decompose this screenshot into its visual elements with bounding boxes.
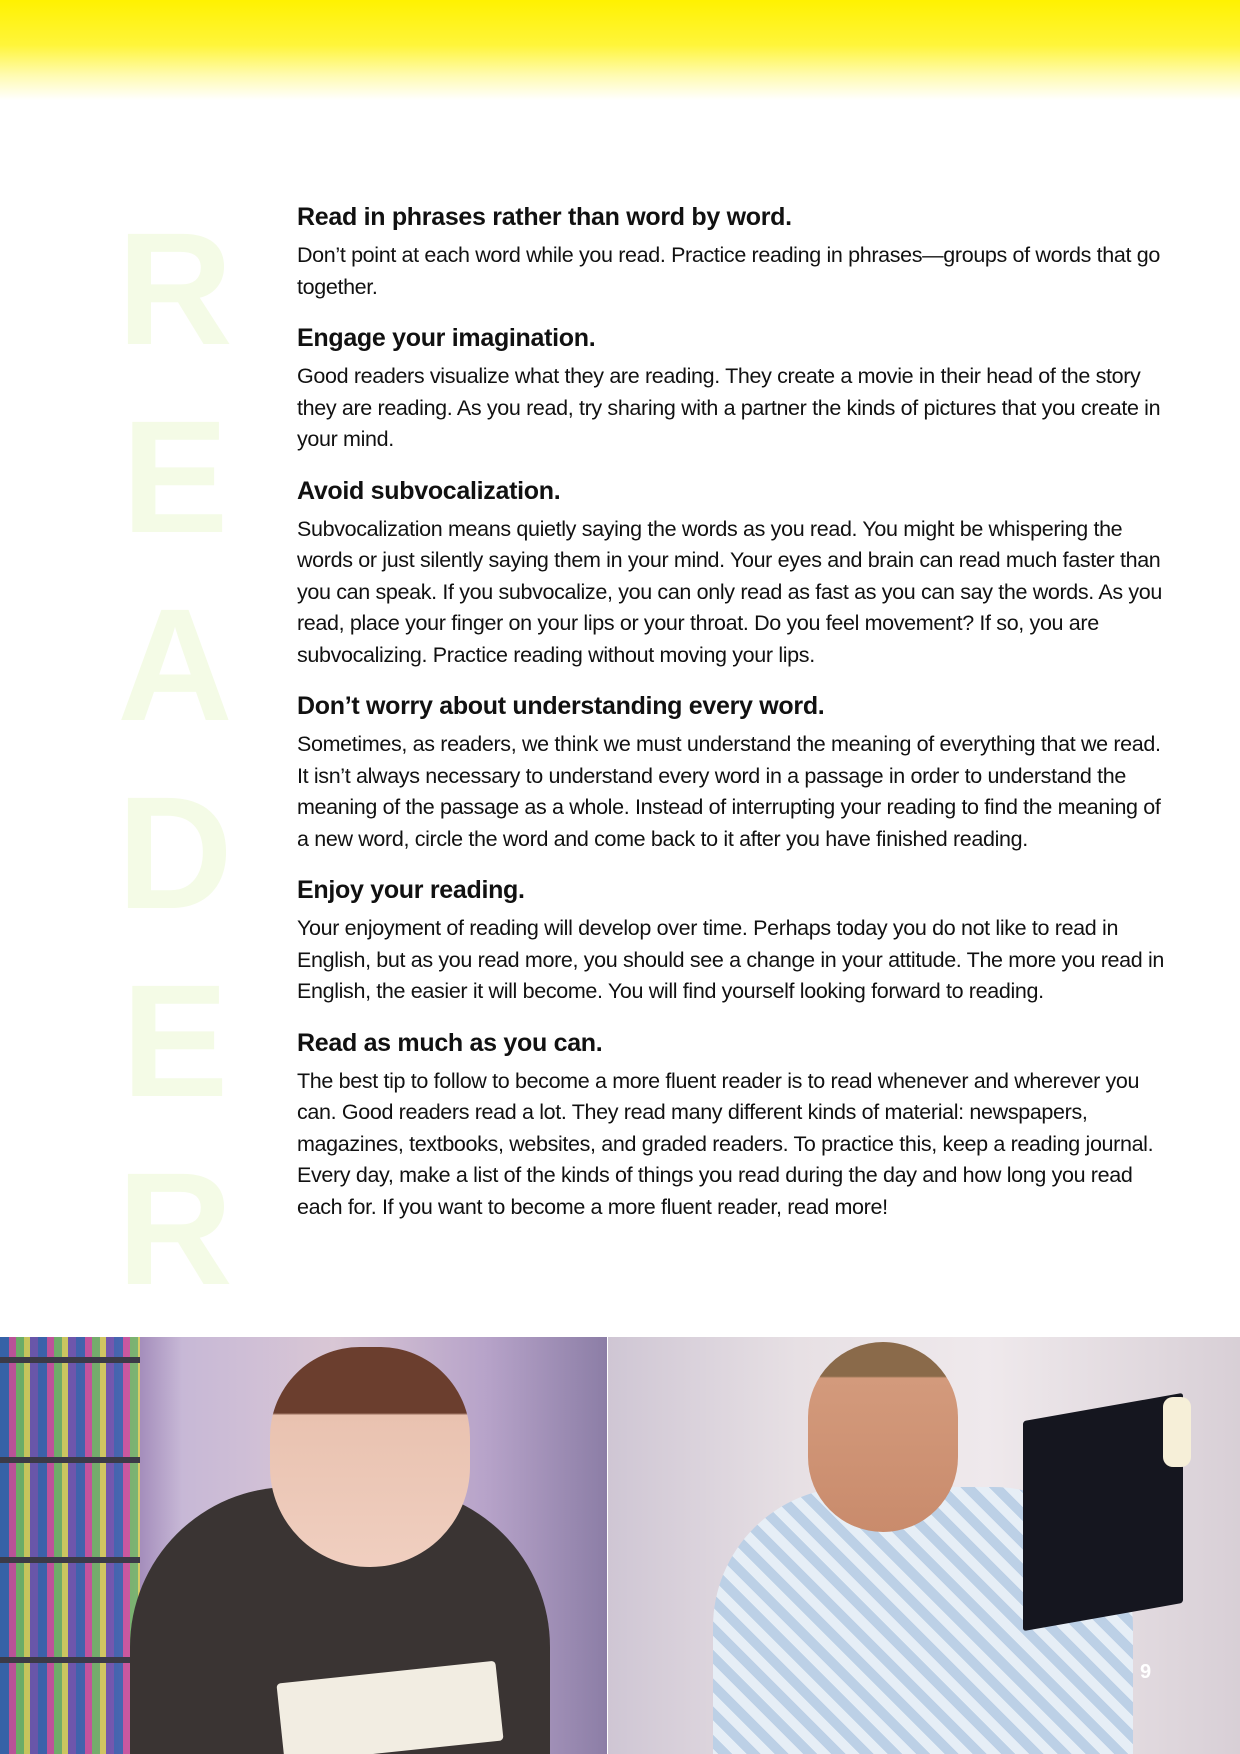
watermark-letter: R — [117, 1139, 233, 1318]
tip-heading: Read as much as you can. — [297, 1028, 603, 1057]
page-number: 9 — [1140, 1661, 1152, 1683]
tip-body: Subvocalization means quietly saying the words as you read. You might be whispering the words or just silently saying them in your mind. Your eyes and brain can read much faster than you can speak. If you subvocalize, you can only read as fast as you can say the words. As you read, place your finger on your lips or your throat. Do you feel movement? If so, you are subvocalizing. Practice reading without moving your lips. — [297, 516, 1162, 667]
tips-content — [297, 200, 1167, 1241]
tip-body: Good readers visualize what they are reading. They create a movie in their head of the story they are reading. As you read, try sharing with a partner the kinds of pictures that you create in your mind. — [297, 364, 1161, 451]
tip-section — [297, 689, 1167, 855]
dark-book — [1023, 1393, 1183, 1631]
photo-woman-reading-in-bookstore — [0, 1337, 607, 1754]
tip-section — [297, 1026, 1167, 1224]
top-color-band — [0, 0, 1240, 100]
tip-body: Sometimes, as readers, we think we must understand the meaning of everything that we read. It isn’t always necessary to understand every word in a passage in order to understand the meaning of the passage as a whole. Instead of interrupting your reading to find the meaning of a new word, circle the word and come back to it after you have finished reading. — [297, 732, 1161, 851]
tip-heading: Read in phrases rather than word by word. — [297, 203, 792, 231]
tip-heading: Enjoy your reading. — [297, 876, 525, 904]
photo-man-reading-on-couch — [608, 1337, 1240, 1754]
shelf-edge — [0, 1657, 140, 1663]
tip-section — [297, 321, 1167, 456]
tip-section — [297, 474, 1167, 672]
tip-section — [297, 873, 1167, 1008]
tip-body: Your enjoyment of reading will develop over time. Perhaps today you do not like to read in English, but as you read more, you should see a change in your attitude. The more you read in English, the easier it will become. You will find yourself looking forward to reading. — [297, 916, 1165, 1003]
tip-body: The best tip to follow to become a more fluent reader is to read whenever and wherever you can. Good readers read a lot. They read many different kinds of material: newspapers, magazines, textbooks, websites, and graded readers. To practice this, keep a reading journal. Every day, make a list of the kinds of things you read during the day and how long you read each for. If you want to become a more fluent reader, read more! — [297, 1068, 1154, 1219]
watermark-letter: E — [121, 387, 229, 566]
shelf-edge — [0, 1357, 140, 1363]
man-head — [808, 1342, 958, 1532]
tip-heading: Avoid subvocalization. — [297, 476, 561, 505]
book-page-corner — [1163, 1397, 1191, 1467]
tip-heading: Engage your imagination. — [297, 324, 596, 352]
tip-section — [297, 200, 1167, 303]
tip-body: Don’t point at each word while you read. Practice reading in phrases—groups of words that go together. — [297, 243, 1160, 299]
watermark-letter: E — [121, 951, 229, 1130]
tip-heading: Don’t worry about understanding every word. — [297, 692, 825, 720]
reader-watermark — [95, 195, 255, 1323]
shelf-edge — [0, 1457, 140, 1463]
woman-head — [270, 1347, 470, 1567]
photo-strip — [0, 1337, 1240, 1754]
watermark-letter: A — [117, 575, 233, 754]
watermark-letter: R — [117, 199, 233, 378]
bookshelf — [0, 1337, 140, 1754]
shelf-edge — [0, 1557, 140, 1563]
watermark-letter: D — [117, 763, 233, 942]
